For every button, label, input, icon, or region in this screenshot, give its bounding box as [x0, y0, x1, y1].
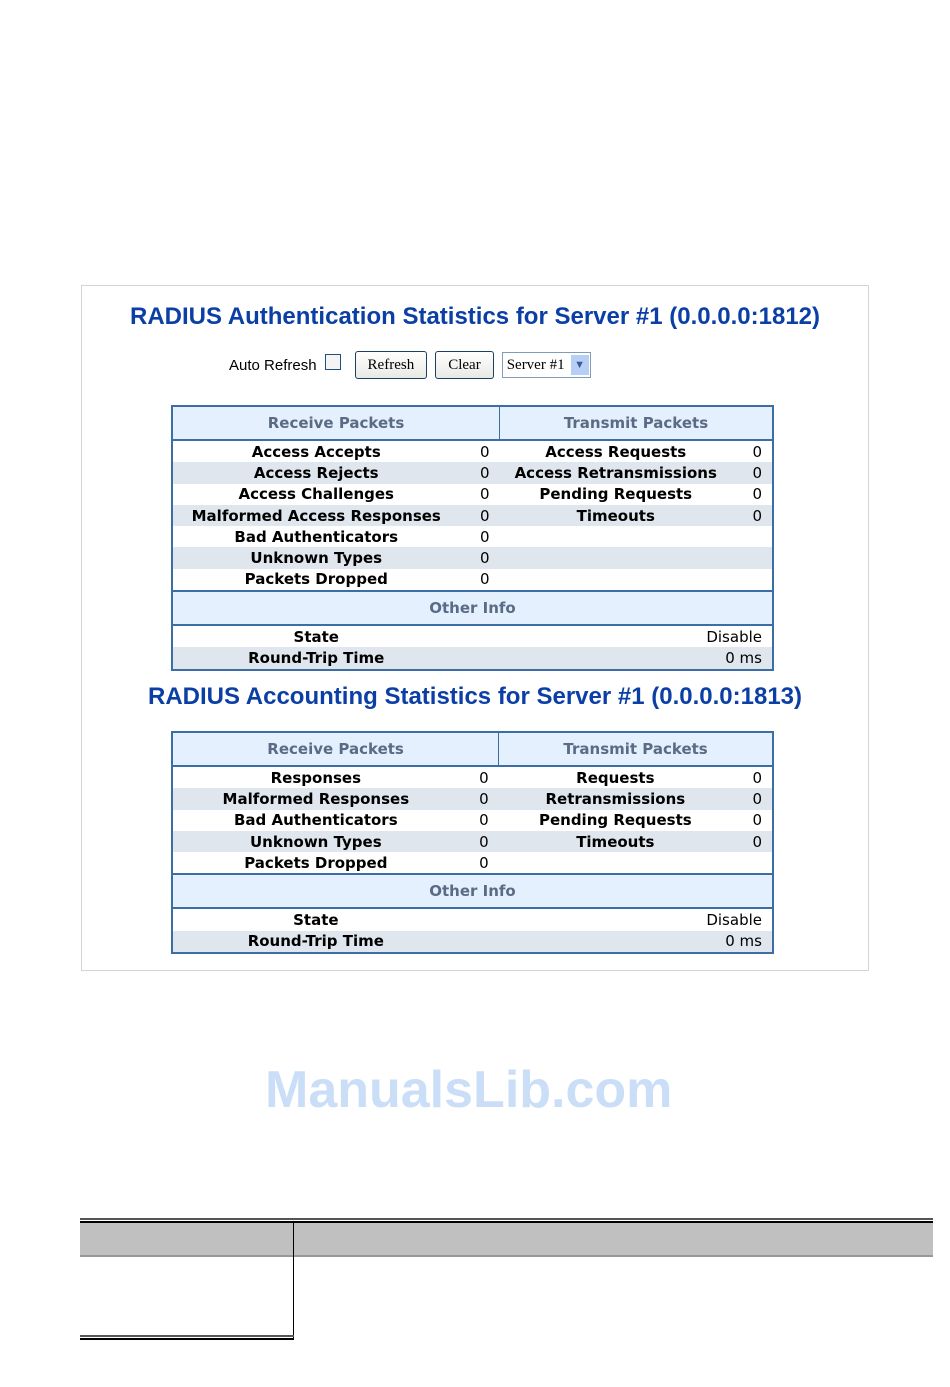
table-row: [172, 931, 773, 953]
table-row: [172, 484, 773, 505]
other-info-header: Other Info: [172, 591, 773, 625]
receive-label: Unknown Types: [172, 831, 459, 852]
transmit-label: Retransmissions: [499, 788, 732, 809]
transmit-value: 0: [732, 462, 773, 483]
transmit-label: Pending Requests: [539, 485, 693, 504]
empty-cell: [732, 569, 773, 591]
transmit-value: 0: [752, 485, 762, 504]
table-row: [172, 647, 773, 669]
state-value: Disable: [706, 627, 762, 646]
table-row: [172, 505, 773, 526]
receive-label: Malformed Responses: [172, 788, 459, 809]
auth-title: RADIUS Authentication Statistics for Server #1 (0.0.0.0:1812): [130, 303, 820, 330]
table-row: [172, 852, 773, 874]
transmit-label: Access Retransmissions: [500, 462, 733, 483]
receive-value: 0: [479, 527, 490, 546]
receive-value: 0: [460, 462, 500, 483]
table-row: [172, 462, 773, 483]
empty-cell: [732, 526, 773, 547]
acct-title: RADIUS Accounting Statistics for Server #1 (0.0.0.0:1813): [148, 683, 802, 710]
rtt-value: 0 ms: [460, 647, 774, 669]
state-value: Disable: [706, 911, 762, 930]
auto-refresh-checkbox[interactable]: [325, 354, 341, 370]
transmit-label: Pending Requests: [538, 811, 692, 830]
acct-stats-table: [171, 731, 774, 954]
receive-label: Malformed Access Responses: [172, 505, 460, 526]
other-info-header: Other Info: [172, 874, 773, 908]
receive-value: 0: [479, 442, 490, 461]
receive-label: Access Accepts: [251, 442, 381, 461]
receive-label: Bad Authenticators: [234, 811, 398, 830]
receive-value: 0: [459, 788, 499, 809]
table-row: [172, 810, 773, 831]
receive-label: Packets Dropped: [244, 570, 388, 589]
server-select-value: Server #1: [506, 356, 565, 373]
table-row: [172, 788, 773, 809]
receive-value: 0: [479, 811, 489, 830]
empty-cell: [732, 547, 773, 568]
transmit-value: 0: [732, 788, 773, 809]
table-row: [172, 547, 773, 568]
receive-label: Packets Dropped: [244, 853, 388, 872]
receive-label: Access Challenges: [238, 485, 394, 504]
empty-cell: [500, 526, 733, 547]
receive-header: Receive Packets: [172, 406, 500, 440]
transmit-header: Transmit Packets: [500, 406, 774, 440]
transmit-value: 0: [752, 768, 762, 787]
table-row: [172, 440, 773, 462]
empty-cell: [500, 547, 733, 568]
receive-value: 0: [459, 831, 499, 852]
watermark: ManualsLib.com: [265, 1061, 673, 1119]
receive-value: 0: [460, 547, 500, 568]
empty-cell: [732, 852, 773, 874]
clear-button[interactable]: Clear: [435, 351, 493, 379]
rtt-label: Round-Trip Time: [172, 647, 460, 669]
receive-label: Access Rejects: [172, 462, 460, 483]
chevron-down-icon[interactable]: ▼: [571, 355, 589, 375]
controls-bar: [229, 351, 591, 379]
receive-label: Unknown Types: [172, 547, 460, 568]
receive-value: 0: [479, 485, 490, 504]
transmit-value: 0: [732, 831, 773, 852]
state-label: State: [293, 911, 339, 930]
receive-value: 0: [460, 505, 500, 526]
transmit-header: Transmit Packets: [499, 732, 773, 766]
rtt-value: 0 ms: [459, 931, 773, 953]
receive-header: Receive Packets: [172, 732, 499, 766]
transmit-value: 0: [752, 442, 762, 461]
transmit-label: Timeouts: [499, 831, 732, 852]
table-row: [172, 831, 773, 852]
transmit-value: 0: [752, 811, 762, 830]
table-row: [172, 569, 773, 591]
receive-label: Responses: [270, 768, 362, 787]
receive-label: Bad Authenticators: [234, 527, 399, 546]
server-select[interactable]: [502, 352, 591, 378]
receive-value: 0: [479, 853, 489, 872]
transmit-label: Access Requests: [545, 442, 687, 461]
transmit-value: 0: [732, 505, 773, 526]
rtt-label: Round-Trip Time: [172, 931, 459, 953]
receive-value: 0: [479, 768, 489, 787]
receive-value: 0: [479, 570, 490, 589]
state-label: State: [293, 627, 339, 646]
transmit-label: Timeouts: [500, 505, 733, 526]
auth-stats-table: [171, 405, 774, 671]
transmit-label: Requests: [576, 768, 655, 787]
table-row: [172, 766, 773, 788]
empty-cell: [499, 852, 732, 874]
table-row: [172, 908, 773, 930]
auto-refresh-label: Auto Refresh: [229, 356, 317, 374]
empty-cell: [500, 569, 733, 591]
refresh-button[interactable]: Refresh: [355, 351, 428, 379]
table-row: [172, 625, 773, 647]
table-row: [172, 526, 773, 547]
